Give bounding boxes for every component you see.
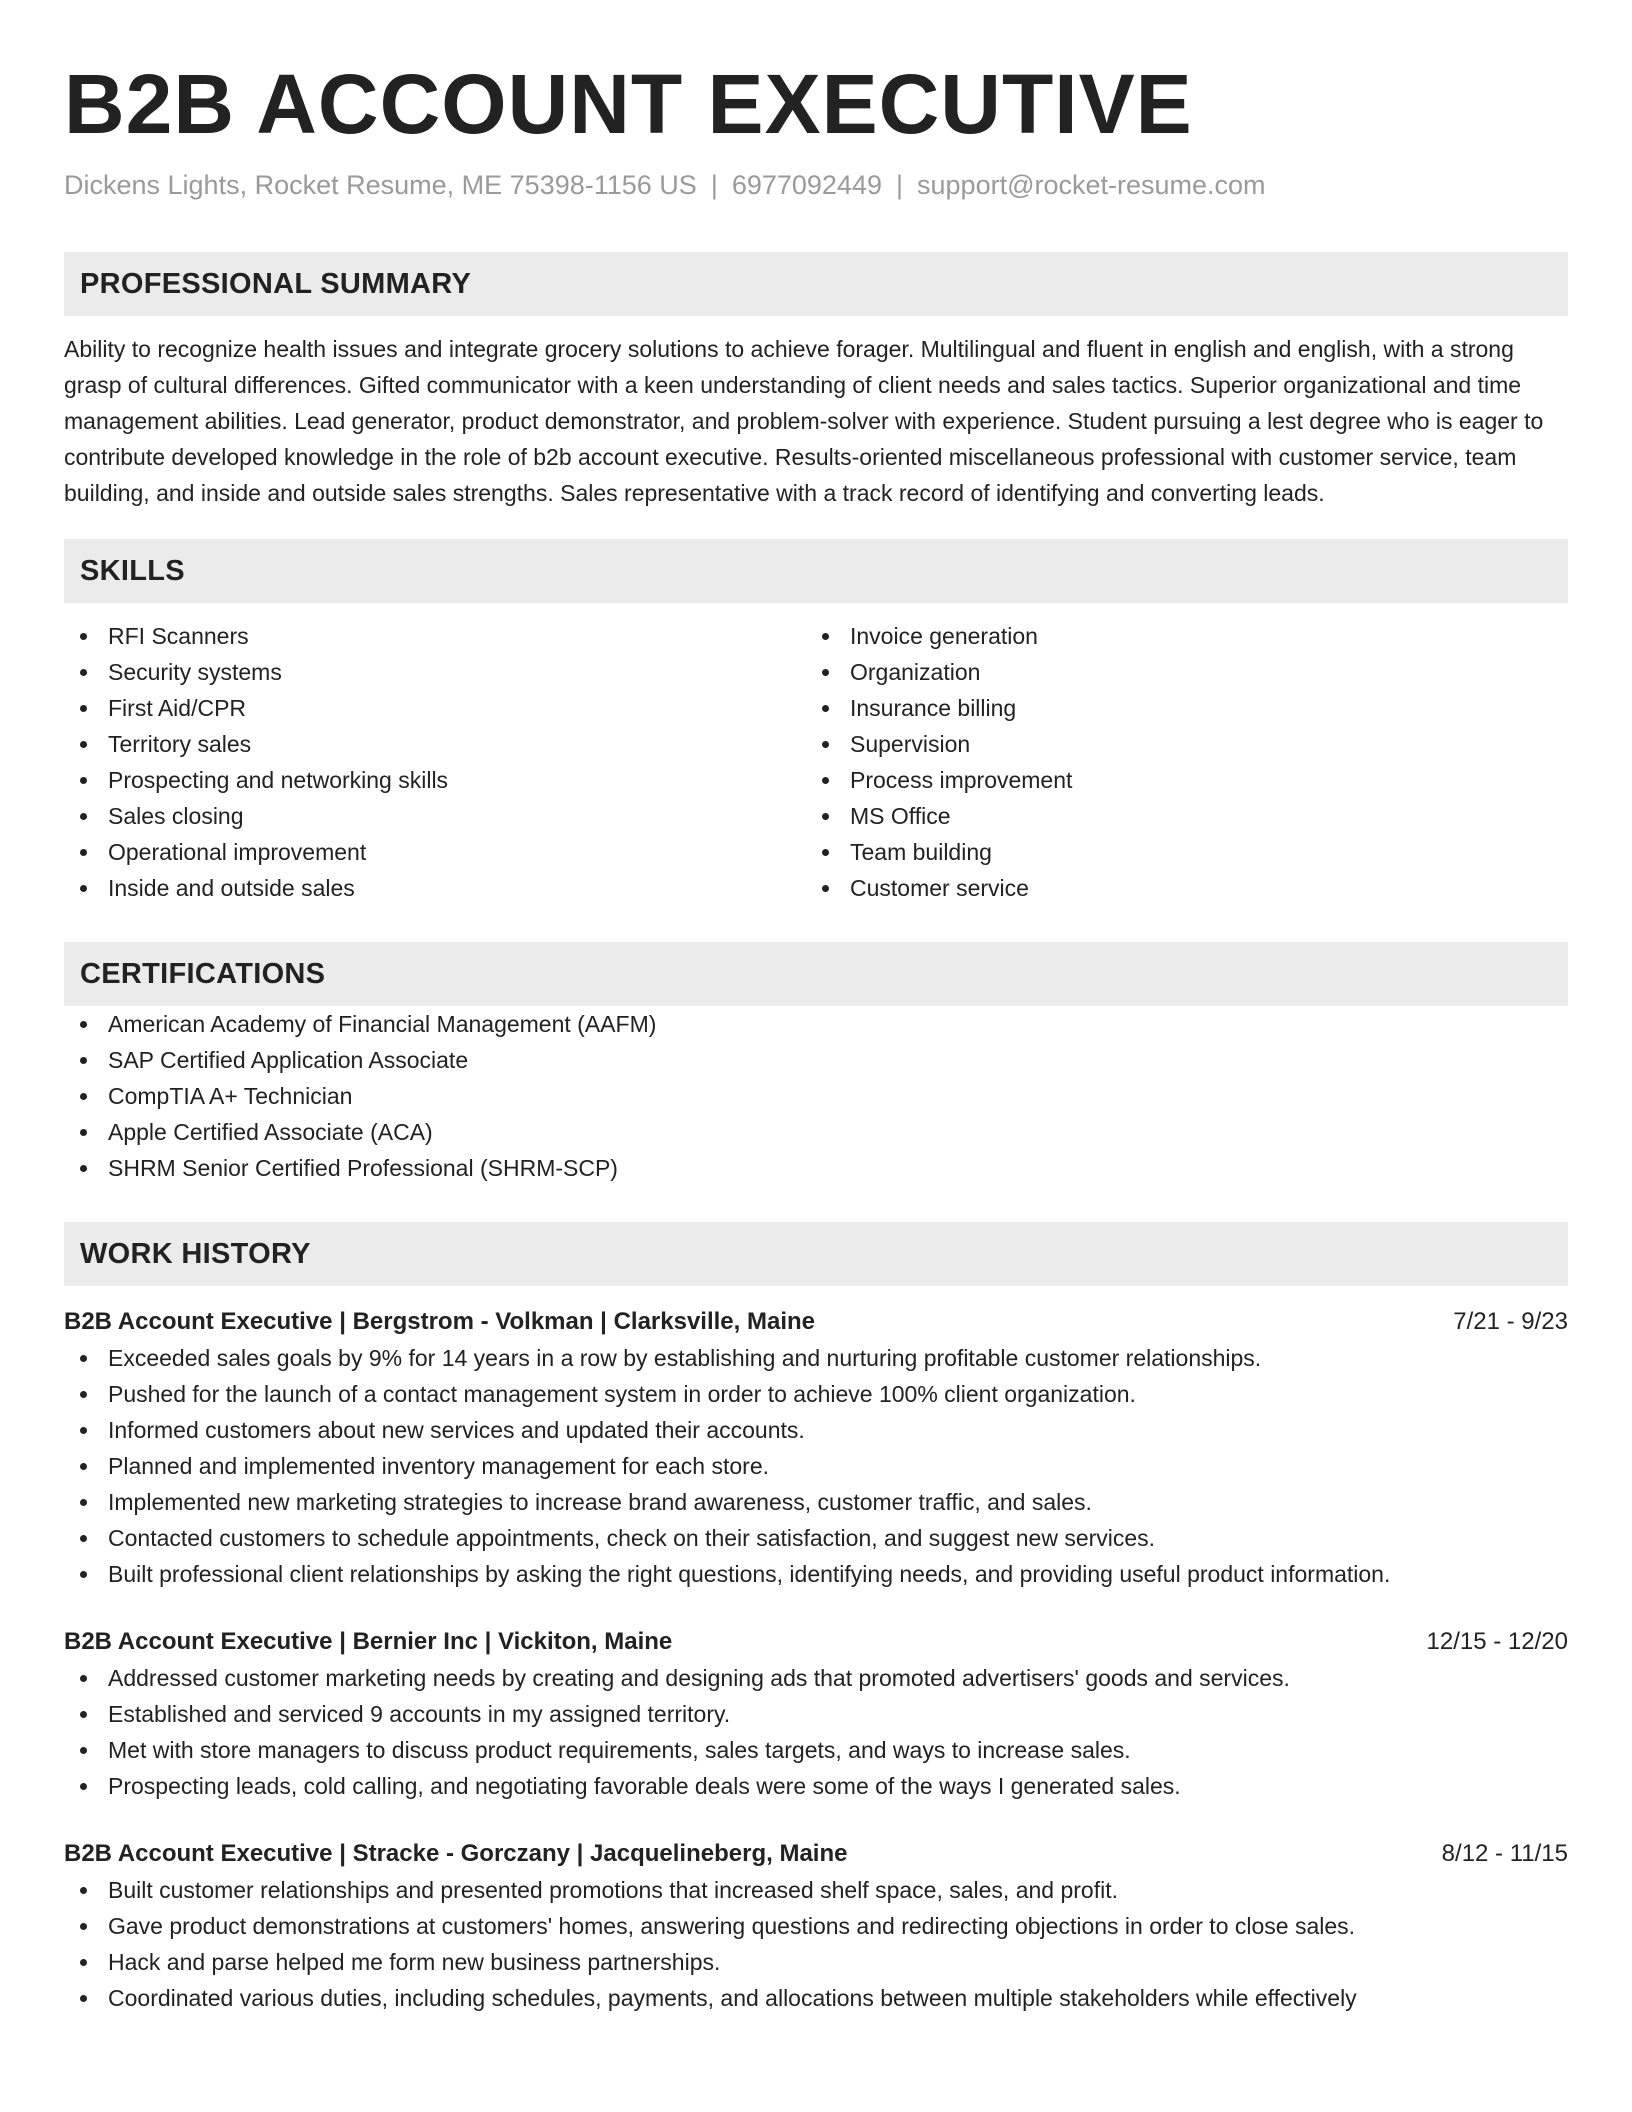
job-bullet: Hack and parse helped me form new business partnerships. xyxy=(64,1944,1568,1980)
work-history-section-header: WORK HISTORY xyxy=(64,1222,1568,1286)
skill-item: Prospecting and networking skills xyxy=(64,762,806,798)
skill-item: Supervision xyxy=(806,726,1548,762)
job-bullet: Pushed for the launch of a contact management system in order to achieve 100% client organization. xyxy=(64,1376,1568,1412)
certification-item: CompTIA A+ Technician xyxy=(64,1078,1568,1114)
job-heading-row xyxy=(64,1304,1568,1340)
job-bullet-list xyxy=(64,1340,1568,1592)
certification-item: SHRM Senior Certified Professional (SHRM-SCP) xyxy=(64,1150,1568,1186)
skill-item: Customer service xyxy=(806,870,1548,906)
job-bullet: Gave product demonstrations at customers' homes, answering questions and redirecting objections in order to close sales. xyxy=(64,1908,1568,1944)
skill-item: First Aid/CPR xyxy=(64,690,806,726)
skill-item: Territory sales xyxy=(64,726,806,762)
skill-item: Team building xyxy=(806,834,1548,870)
skill-item: Security systems xyxy=(64,654,806,690)
skill-item: Sales closing xyxy=(64,798,806,834)
job-entry xyxy=(64,1836,1568,2016)
job-bullet: Contacted customers to schedule appointments, check on their satisfaction, and suggest new services. xyxy=(64,1520,1568,1556)
certification-item: SAP Certified Application Associate xyxy=(64,1042,1568,1078)
job-bullet: Addressed customer marketing needs by creating and designing ads that promoted advertisers' goods and services. xyxy=(64,1660,1568,1696)
job-bullet: Built customer relationships and presented promotions that increased shelf space, sales, and profit. xyxy=(64,1872,1568,1908)
certification-item: American Academy of Financial Management (AAFM) xyxy=(64,1006,1568,1042)
job-bullet: Built professional client relationships by asking the right questions, identifying needs, and providing useful product information. xyxy=(64,1556,1568,1592)
resume-page xyxy=(64,0,1568,2016)
contact-phone: 6977092449 xyxy=(731,170,882,200)
skill-item: Insurance billing xyxy=(806,690,1548,726)
skill-item: Invoice generation xyxy=(806,618,1548,654)
contact-address: Dickens Lights, Rocket Resume, ME 75398-1156 US xyxy=(64,170,697,200)
job-entry xyxy=(64,1624,1568,1804)
job-heading-row xyxy=(64,1836,1568,1872)
certifications-section-header: CERTIFICATIONS xyxy=(64,942,1568,1006)
summary-text: Ability to recognize health issues and integrate grocery solutions to achieve forager. Multilingual and fluent in english and english, with a strong grasp of cultural differences. Gifted communicator with a keen understanding of client needs and sales tactics. Superior organizational and time management abilities. Lead generator, product demonstrator, and problem-solver with experience. Student pursuing a lest degree who is eager to contribute developed knowledge in the role of b2b account executive. Results-oriented miscellaneous professional with customer service, team building, and inside and outside sales strengths. Sales representative with a track record of identifying and converting leads. xyxy=(64,336,1544,506)
job-title: B2B Account Executive | Bergstrom - Volkman | Clarksville, Maine xyxy=(64,1308,815,1335)
job-bullet-list xyxy=(64,1872,1568,2016)
skill-item: MS Office xyxy=(806,798,1548,834)
job-entry xyxy=(64,1304,1568,1592)
job-title: B2B Account Executive | Bernier Inc | Vickiton, Maine xyxy=(64,1628,673,1655)
contact-separator: | xyxy=(896,170,904,200)
skill-item: Organization xyxy=(806,654,1548,690)
skill-item: Inside and outside sales xyxy=(64,870,806,906)
skills-left-column xyxy=(64,618,806,906)
job-title: B2B Account Executive | Stracke - Gorczany | Jacquelineberg, Maine xyxy=(64,1840,848,1867)
job-bullet: Implemented new marketing strategies to increase brand awareness, customer traffic, and sales. xyxy=(64,1484,1568,1520)
job-bullet: Prospecting leads, cold calling, and negotiating favorable deals were some of the ways I generated sales. xyxy=(64,1768,1568,1804)
job-heading-row xyxy=(64,1624,1568,1660)
certifications-list xyxy=(64,1006,1568,1186)
job-bullet: Met with store managers to discuss product requirements, sales targets, and ways to increase sales. xyxy=(64,1732,1568,1768)
skills-right-column xyxy=(806,618,1548,906)
job-dates: 7/21 - 9/23 xyxy=(1453,1308,1568,1335)
skills-grid xyxy=(64,618,1568,906)
job-dates: 12/15 - 12/20 xyxy=(1426,1628,1568,1655)
job-dates: 8/12 - 11/15 xyxy=(1441,1840,1568,1867)
job-bullet-list xyxy=(64,1660,1568,1804)
contact-line xyxy=(64,168,1568,202)
job-bullet: Exceeded sales goals by 9% for 14 years in a row by establishing and nurturing profitable customer relationships. xyxy=(64,1340,1568,1376)
candidate-name: B2B ACCOUNT EXECUTIVE xyxy=(64,57,1193,151)
skills-section-header: SKILLS xyxy=(64,539,1568,603)
job-bullet: Planned and implemented inventory management for each store. xyxy=(64,1448,1568,1484)
job-bullet: Informed customers about new services and updated their accounts. xyxy=(64,1412,1568,1448)
contact-email: support@rocket-resume.com xyxy=(917,170,1266,200)
contact-separator: | xyxy=(710,170,718,200)
summary-section-header: PROFESSIONAL SUMMARY xyxy=(64,252,1568,316)
skill-item: Process improvement xyxy=(806,762,1548,798)
skill-item: RFI Scanners xyxy=(64,618,806,654)
skill-item: Operational improvement xyxy=(64,834,806,870)
job-bullet: Coordinated various duties, including schedules, payments, and allocations between multiple stakeholders while effectively xyxy=(64,1980,1568,2016)
certification-item: Apple Certified Associate (ACA) xyxy=(64,1114,1568,1150)
job-bullet: Established and serviced 9 accounts in my assigned territory. xyxy=(64,1696,1568,1732)
